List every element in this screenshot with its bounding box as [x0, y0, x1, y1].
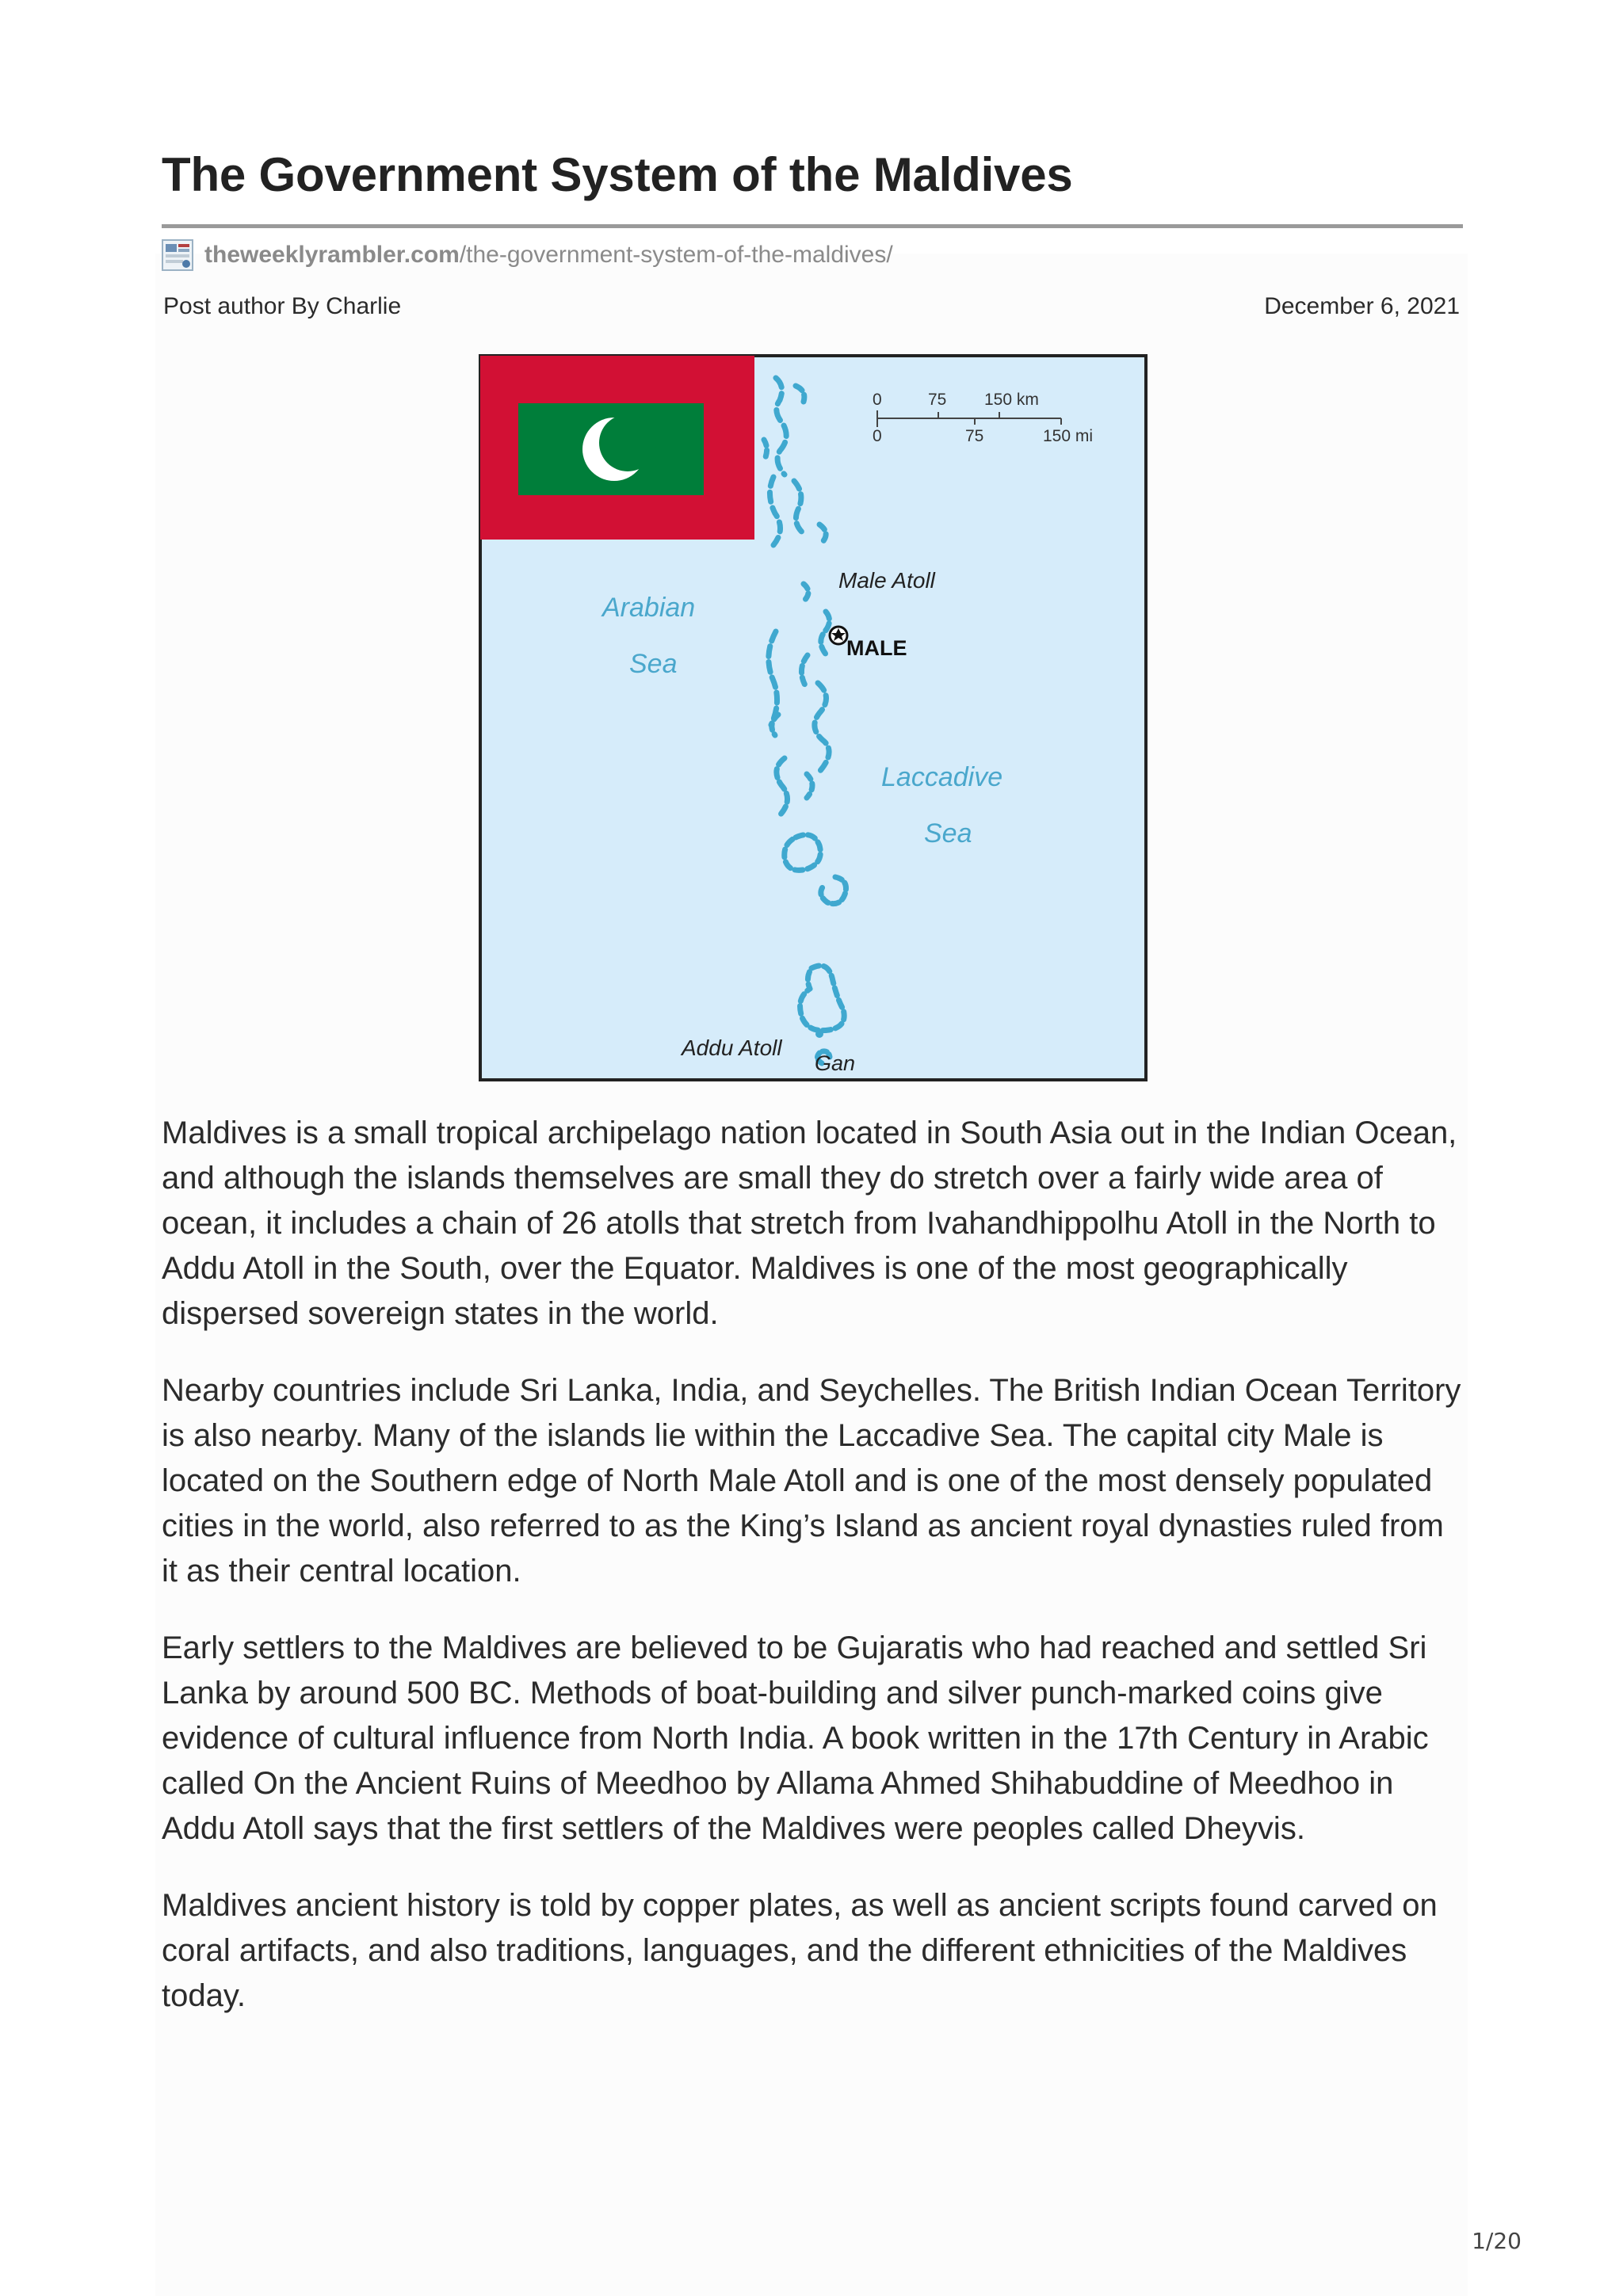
paragraph-4: Maldives ancient history is told by copper plates, as well as ancient scripts found carved on coral artifacts, and also traditions, languages, and the different ethnicities of the Maldives today. — [162, 1888, 1438, 2013]
label-arabian: Arabian — [602, 593, 696, 623]
title-divider — [162, 224, 1463, 228]
maldives-map — [479, 354, 1148, 1081]
scale-km-75: 75 — [928, 391, 947, 409]
page-number: 1/20 — [1472, 2228, 1522, 2254]
paragraph-1: Maldives is a small tropical archipelago nation located in South Asia out in the Indian Ocean, and although the islands themselves are small they do stretch over a fairly wide area of ocean, it includes a chain of 26 atolls that stretch from Ivahandhippolhu Atoll in the North to Addu Atoll in the South, over the Equator. Maldives is one of the most geographically dispersed sovereign states in the world. — [162, 1116, 1457, 1331]
paragraph-2: Nearby countries include Sri Lanka, India, and Seychelles. The British Indian Ocean Territory is also nearby. Many of the islands lie within the Laccadive Sea. The capital city Male is located on the Southern edge of North Male Atoll and is one of the most densely populated cities in the world, also referred to as the King’s Island as ancient royal dynasties ruled from it as their central location. — [162, 1373, 1461, 1589]
page-title: The Government System of the Maldives — [162, 148, 1073, 201]
maldives-map-figure — [479, 354, 1148, 1081]
label-male-atoll: Male Atoll — [838, 568, 935, 593]
scale-mi-75: 75 — [965, 427, 984, 445]
article-body — [162, 1111, 1461, 2050]
label-laccadive: Laccadive — [881, 762, 1003, 792]
scale-mi-150: 150 mi — [1043, 427, 1094, 445]
source-domain: theweeklyrambler.com — [204, 242, 460, 268]
source-path: /the-government-system-of-the-maldives/ — [459, 242, 893, 268]
scale-km-150: 150 km — [984, 391, 1039, 409]
post-date: December 6, 2021 — [1264, 293, 1460, 319]
source-line — [162, 239, 893, 271]
scale-mi-0: 0 — [873, 427, 882, 445]
post-author: Post author By Charlie — [163, 293, 402, 319]
capital-star-icon — [830, 627, 847, 644]
label-capital-male: MALE — [846, 636, 907, 660]
scale-km-0: 0 — [873, 391, 882, 409]
source-link[interactable] — [204, 242, 893, 269]
site-favicon-icon — [162, 239, 193, 271]
label-addu-atoll: Addu Atoll — [682, 1035, 782, 1060]
label-laccadive-sea: Sea — [924, 818, 972, 849]
paragraph-3: Early settlers to the Maldives are believed to be Gujaratis who had reached and settled Sri Lanka by around 500 BC. Methods of boat-building and silver punch-marked coins give evidence of cultural influence from North India. A book written in the 17th Century in Arabic called On the Ancient Ruins of Meedhoo by Allama Ahmed Shihabuddine of Meedhoo in Addu Atoll says that the first settlers of the Maldives were peoples called Dheyvis. — [162, 1630, 1429, 1846]
maldives-flag — [480, 356, 754, 540]
label-arabian-sea: Sea — [629, 649, 678, 679]
label-gan: Gan — [815, 1051, 856, 1075]
